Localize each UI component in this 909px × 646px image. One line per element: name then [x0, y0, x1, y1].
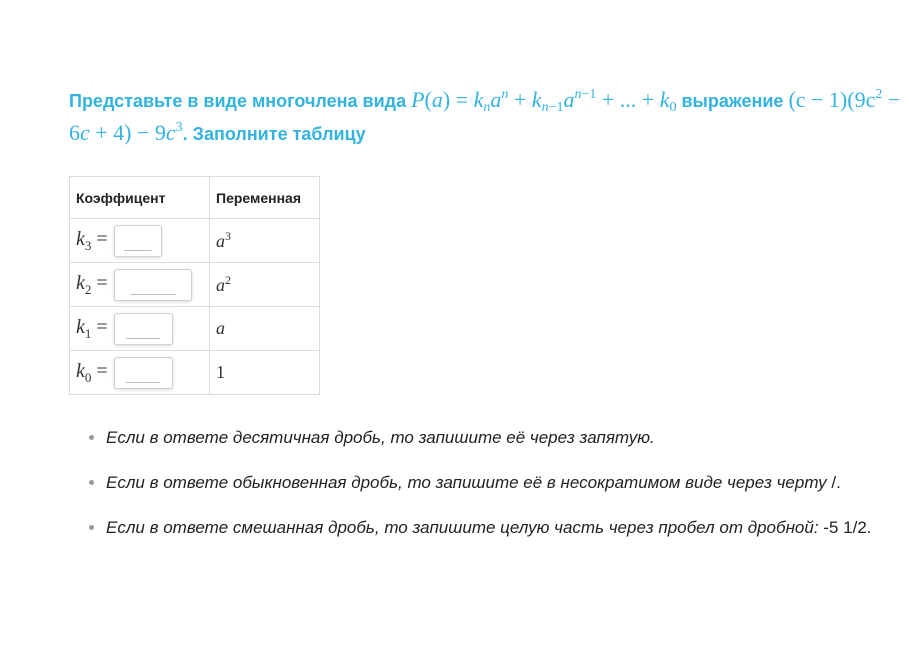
table-header-row: [70, 177, 320, 219]
task-end: . Заполните таблицу: [182, 124, 366, 144]
note-mixed-fraction: • Если в ответе смешанная дробь, то запишите целую часть через пробел от дробной: -5 1/2.: [106, 510, 909, 546]
k3-label: $k_3$ =: [76, 227, 108, 253]
answer-format-notes: [86, 420, 909, 555]
note-fraction: • Если в ответе обыкновенная дробь, то запишите её в несократимом виде через черту /.: [106, 465, 909, 501]
k1-label: $k_1$ =: [76, 315, 108, 341]
variable-cell-1: 1: [210, 351, 320, 395]
k0-answer-input[interactable]: [114, 357, 173, 389]
k0-label: $k_0$ =: [76, 359, 108, 385]
variable-cell-a3: $a^3$: [210, 219, 320, 263]
k2-label: $k_2$ =: [76, 271, 108, 297]
header-variable: Переменная: [210, 177, 320, 219]
k2-answer-input[interactable]: [114, 269, 192, 301]
table-row: [70, 307, 320, 351]
coefficient-cell-k2: [70, 263, 210, 307]
table-row: [70, 263, 320, 307]
variable-cell-a2: $a^2$: [210, 263, 320, 307]
coefficient-cell-k1: [70, 307, 210, 351]
note-decimal: • Если в ответе десятичная дробь, то запишите её через запятую.: [106, 420, 909, 456]
task-mid: выражение: [681, 91, 784, 111]
table-row: [70, 351, 320, 395]
header-coefficient: Коэффицент: [70, 177, 210, 219]
k3-answer-input[interactable]: [114, 225, 162, 257]
coefficient-cell-k3: [70, 219, 210, 263]
variable-cell-a: a: [210, 307, 320, 351]
expression-formula: $(c - 1)(9c^2 - 6c + 4) - 9c^3$: [69, 87, 901, 145]
coefficient-cell-k0: [70, 351, 210, 395]
polynomial-form-formula: $P(a) = k_na^n + k_{n-1}a^{n-1}$ + ... + $k_0$: [411, 87, 677, 115]
coefficient-table: [69, 176, 320, 395]
table-row: [70, 219, 320, 263]
k1-answer-input[interactable]: [114, 313, 173, 345]
task-intro: Представьте в виде многочлена вида: [69, 91, 407, 111]
task-statement: [69, 84, 904, 150]
